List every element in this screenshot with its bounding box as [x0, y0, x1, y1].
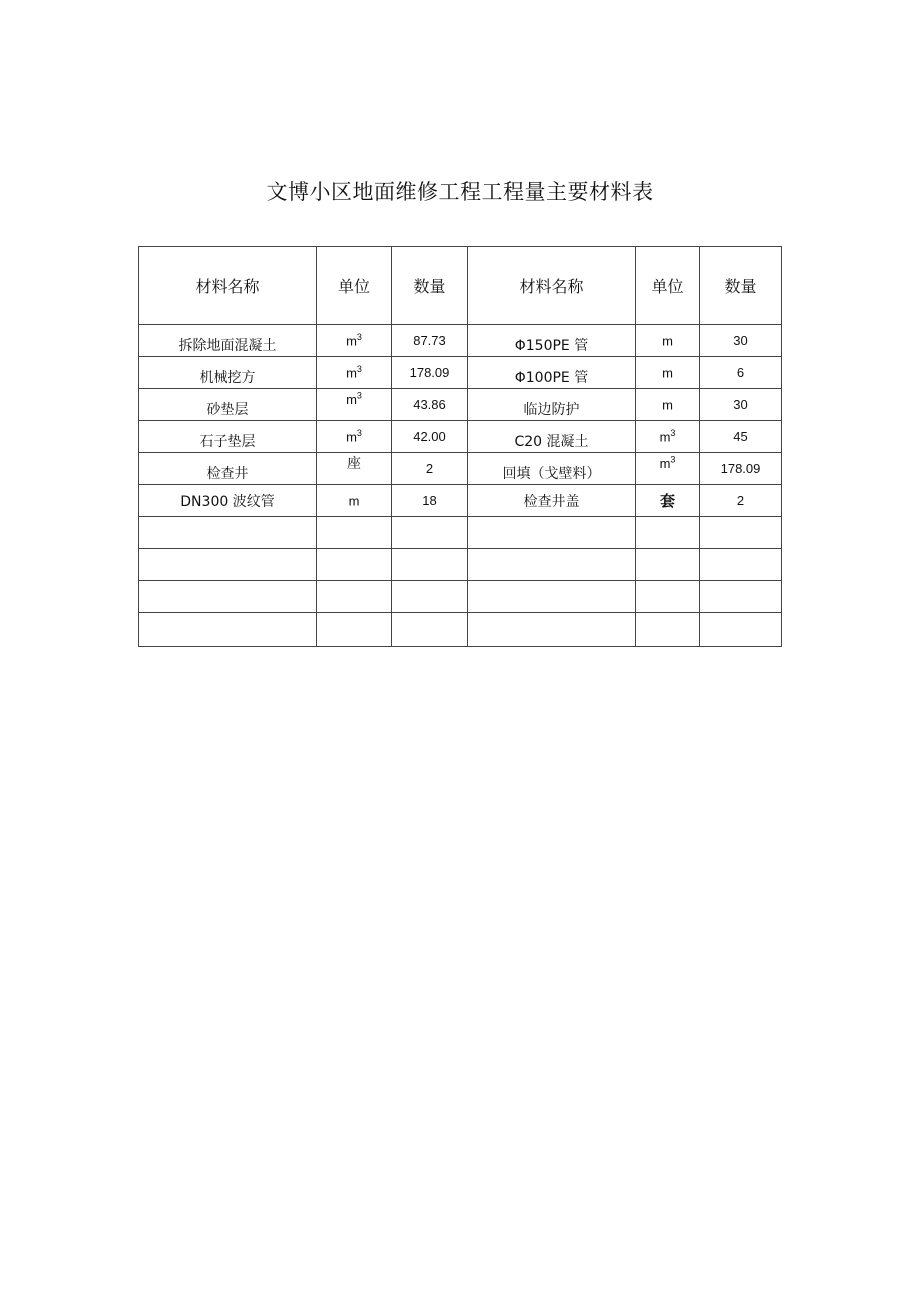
material-name-cell: Φ150PE 管 [468, 325, 636, 357]
empty-cell [700, 549, 782, 581]
quantity-cell: 30 [700, 389, 782, 421]
quantity-cell: 43.86 [392, 389, 468, 421]
empty-cell [636, 613, 700, 647]
empty-cell [468, 549, 636, 581]
empty-cell [392, 581, 468, 613]
unit-cell: m [636, 357, 700, 389]
unit-cell: $m^3$ [636, 421, 700, 453]
materials-table [138, 246, 782, 647]
empty-cell [317, 549, 392, 581]
material-name-cell: Φ100PE 管 [468, 357, 636, 389]
material-name-cell: 回填（戈壁料） [468, 453, 636, 485]
unit-cell: 座 [317, 453, 392, 485]
material-name-cell: 砂垫层 [139, 389, 317, 421]
material-name-cell: 机械挖方 [139, 357, 317, 389]
empty-table-row [139, 549, 782, 581]
unit-cell: m [317, 485, 392, 517]
empty-cell [139, 517, 317, 549]
quantity-cell: 42.00 [392, 421, 468, 453]
empty-cell [317, 581, 392, 613]
empty-table-row [139, 517, 782, 549]
material-name-cell: C20 混凝土 [468, 421, 636, 453]
table-row [139, 389, 782, 421]
quantity-cell: 178.09 [392, 357, 468, 389]
material-name-cell: 临边防护 [468, 389, 636, 421]
empty-cell [700, 581, 782, 613]
unit-cell: m [636, 325, 700, 357]
unit-cell: 套 [636, 485, 700, 517]
empty-cell [139, 613, 317, 647]
unit-cell: $m^3$ [317, 325, 392, 357]
header-material-name: 材料名称 [468, 247, 636, 325]
table-row [139, 421, 782, 453]
empty-cell [636, 549, 700, 581]
empty-table-row [139, 613, 782, 647]
empty-cell [392, 549, 468, 581]
material-name-cell: 拆除地面混凝土 [139, 325, 317, 357]
empty-cell [468, 613, 636, 647]
table-row [139, 357, 782, 389]
quantity-cell: 45 [700, 421, 782, 453]
unit-cell: m [636, 389, 700, 421]
unit-cell: $m^3$ [317, 421, 392, 453]
unit-cell: $m^3$ [636, 453, 700, 485]
quantity-cell: 30 [700, 325, 782, 357]
header-quantity: 数量 [700, 247, 782, 325]
empty-cell [468, 581, 636, 613]
quantity-cell: 178.09 [700, 453, 782, 485]
table-row [139, 325, 782, 357]
quantity-cell: 6 [700, 357, 782, 389]
header-quantity: 数量 [392, 247, 468, 325]
unit-cell: $m^3$ [317, 389, 392, 421]
empty-cell [636, 581, 700, 613]
material-name-cell: DN300 波纹管 [139, 485, 317, 517]
empty-table-row [139, 581, 782, 613]
table-row [139, 453, 782, 485]
quantity-cell: 87.73 [392, 325, 468, 357]
unit-cell: $m^3$ [317, 357, 392, 389]
header-unit: 单位 [636, 247, 700, 325]
empty-cell [392, 517, 468, 549]
header-material-name: 材料名称 [139, 247, 317, 325]
empty-cell [139, 581, 317, 613]
empty-cell [317, 613, 392, 647]
empty-cell [636, 517, 700, 549]
empty-cell [317, 517, 392, 549]
empty-cell [700, 613, 782, 647]
document-title: 文博小区地面维修工程工程量主要材料表 [266, 180, 654, 204]
header-unit: 单位 [317, 247, 392, 325]
empty-cell [392, 613, 468, 647]
empty-cell [468, 517, 636, 549]
empty-cell [700, 517, 782, 549]
quantity-cell: 18 [392, 485, 468, 517]
table-row [139, 485, 782, 517]
material-name-cell: 检查井 [139, 453, 317, 485]
empty-cell [139, 549, 317, 581]
quantity-cell: 2 [700, 485, 782, 517]
quantity-cell: 2 [392, 453, 468, 485]
material-name-cell: 检查井盖 [468, 485, 636, 517]
material-name-cell: 石子垫层 [139, 421, 317, 453]
table-header-row [139, 247, 782, 325]
